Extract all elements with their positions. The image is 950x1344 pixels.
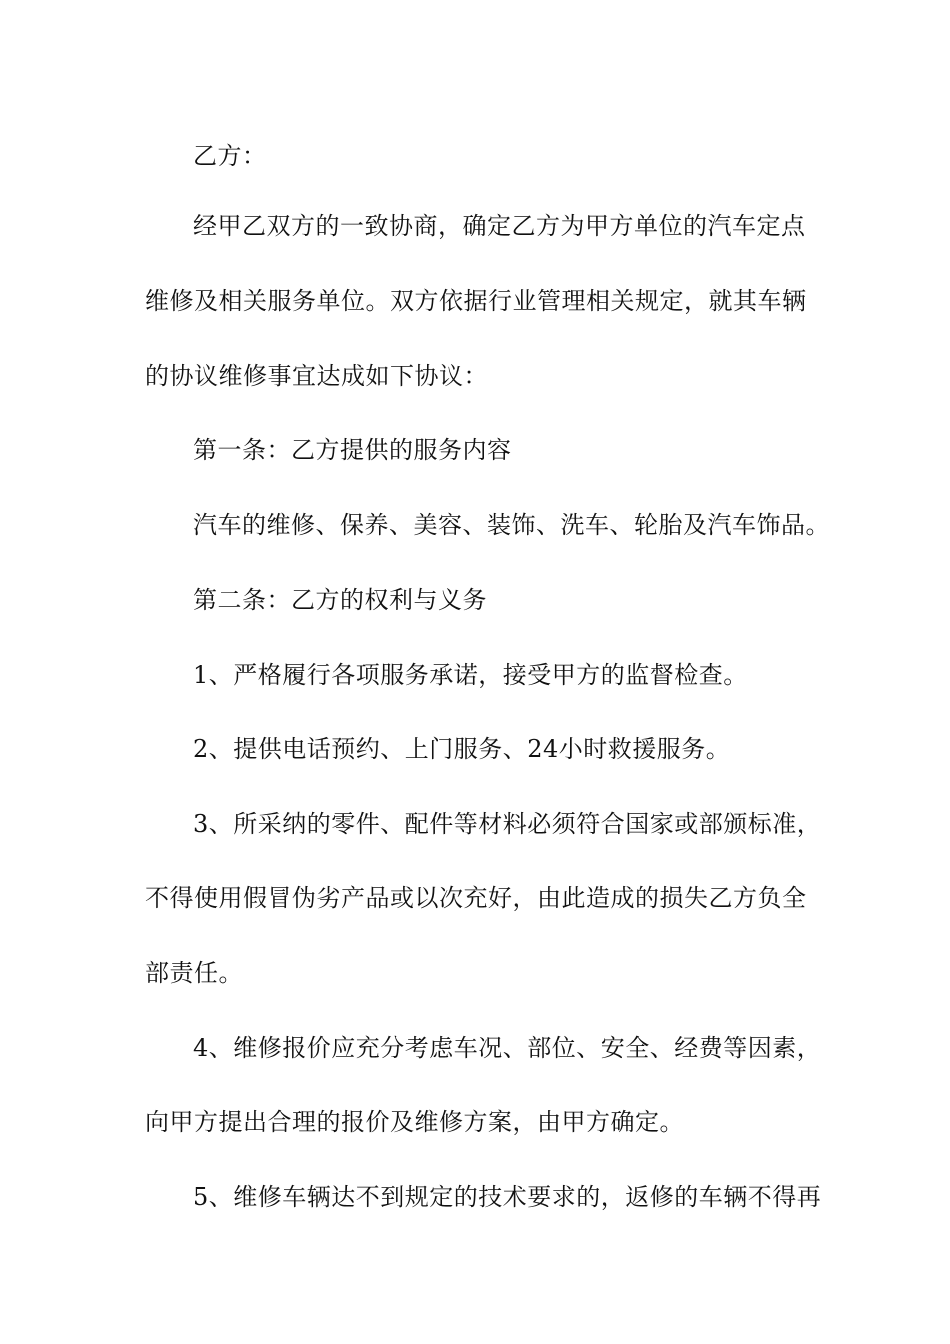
clause-3-line-3: 部责任。	[145, 959, 243, 987]
clause-4-line-1: 4、维修报价应充分考虑车况、部位、安全、经费等因素，	[193, 1034, 822, 1062]
clause-1: 1、严格履行各项服务承诺，接受甲方的监督检查。	[193, 661, 748, 689]
clause-3-line-2: 不得使用假冒伪劣产品或以次充好，由此造成的损失乙方负全	[145, 884, 807, 912]
intro-line-2: 维修及相关服务单位。双方依据行业管理相关规定，就其车辆	[145, 287, 807, 315]
clause-2: 2、提供电话预约、上门服务、24小时救援服务。	[193, 735, 731, 763]
article-2-heading: 第二条：乙方的权利与义务	[193, 586, 487, 614]
clause-3-line-1: 3、所采纳的零件、配件等材料必须符合国家或部颁标准，	[193, 810, 822, 838]
clause-4-line-2: 向甲方提出合理的报价及维修方案，由甲方确定。	[145, 1108, 684, 1136]
party-b-label: 乙方：	[193, 142, 267, 170]
article-1-content: 汽车的维修、保养、美容、装饰、洗车、轮胎及汽车饰品。	[193, 511, 830, 539]
intro-line-1: 经甲乙双方的一致协商，确定乙方为甲方单位的汽车定点	[193, 212, 806, 240]
article-1-heading: 第一条：乙方提供的服务内容	[193, 436, 512, 464]
intro-line-3: 的协议维修事宜达成如下协议：	[145, 362, 488, 390]
clause-5-line-1: 5、维修车辆达不到规定的技术要求的，返修的车辆不得再	[193, 1183, 822, 1211]
